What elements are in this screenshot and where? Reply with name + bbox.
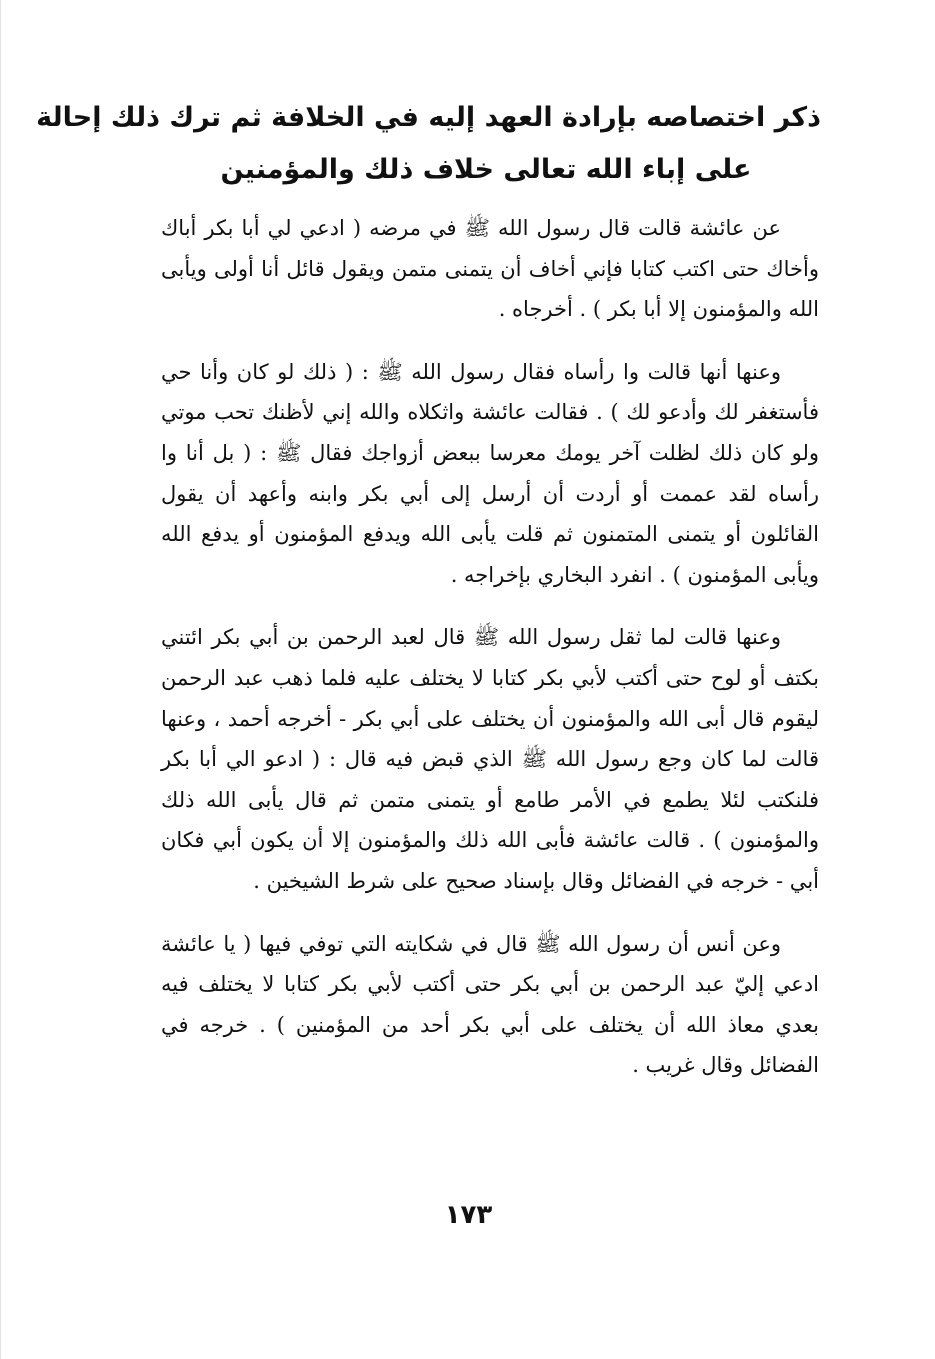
title-line-1: ذكر اختصاصه بإرادة العهد إليه في الخلافة ثم ترك ذلك إحالة	[36, 102, 821, 133]
chapter-title	[36, 92, 821, 196]
page-number: ١٧٣	[444, 1200, 493, 1230]
paragraph-3: وعنها قالت لما ثقل رسول الله ﷺ قال لعبد الرحمن بن أبي بكر ائتني بكتف أو لوح حتى أكتب لأبي بكر كتابا لا يختلف عليه فلما ذهب عبد الرحمن ليقوم قال أبى الله والمؤمنون أن يختلف على أبي بكر - أخرجه أحمد ، وعنها قالت لما كان وجع رسول الله ﷺ الذي قبض فيه قال : ( ادعو الي أبا بكر فلنكتب لئلا يطمع في الأمر طامع أو يتمنى متمن ثم قال يأبى الله ذلك والمؤمنون ) . قالت عائشة فأبى الله ذلك والمؤمنون إلا أن يكون أبي فكان أبي - خرجه في الفضائل وقال بإسناد صحيح على شرط الشيخين .	[161, 625, 819, 893]
title-line-2: على إباء الله تعالى خلاف ذلك والمؤمنين	[220, 154, 752, 185]
paragraph-2: وعنها أنها قالت وا رأساه فقال رسول الله ﷺ : ( ذلك لو كان وأنا حي فأستغفر لك وأدعو لك ) . فقالت عائشة واثكلاه والله إني لأظنك تحب موتي ولو كان ذلك لظلت آخر يومك معرسا ببعض أزواجك فقال ﷺ : ( بل أنا وا رأساه لقد عممت أو أردت أن أرسل إلى أبي بكر وابنه وأعهد أن يقول القائلون أو يتمنى المتمنون ثم قلت يأبى الله ويدفع المؤمنون أو يدفع الله ويأبى المؤمنون ) . انفرد البخاري بإخراجه .	[161, 359, 819, 587]
body-text	[161, 208, 819, 1108]
paragraph-1: عن عائشة قالت قال رسول الله ﷺ في مرضه ( ادعي لي أبا بكر أباك وأخاك حتى اكتب كتابا فإني أخاف أن يتمنى متمن ويقول قائل أنا أولى ويأبى الله والمؤمنون إلا أبا بكر ) . أخرجاه .	[161, 216, 819, 322]
paragraph-4: وعن أنس أن رسول الله ﷺ قال في شكايته التي توفي فيها ( يا عائشة ادعي إليّ عبد الرحمن بن أبي بكر حتى أكتب لأبي بكر كتابا لا يختلف فيه بعدي معاذ الله أن يختلف على أبي بكر أحد من المؤمنين ) . خرجه في الفضائل وقال غريب .	[161, 931, 819, 1078]
